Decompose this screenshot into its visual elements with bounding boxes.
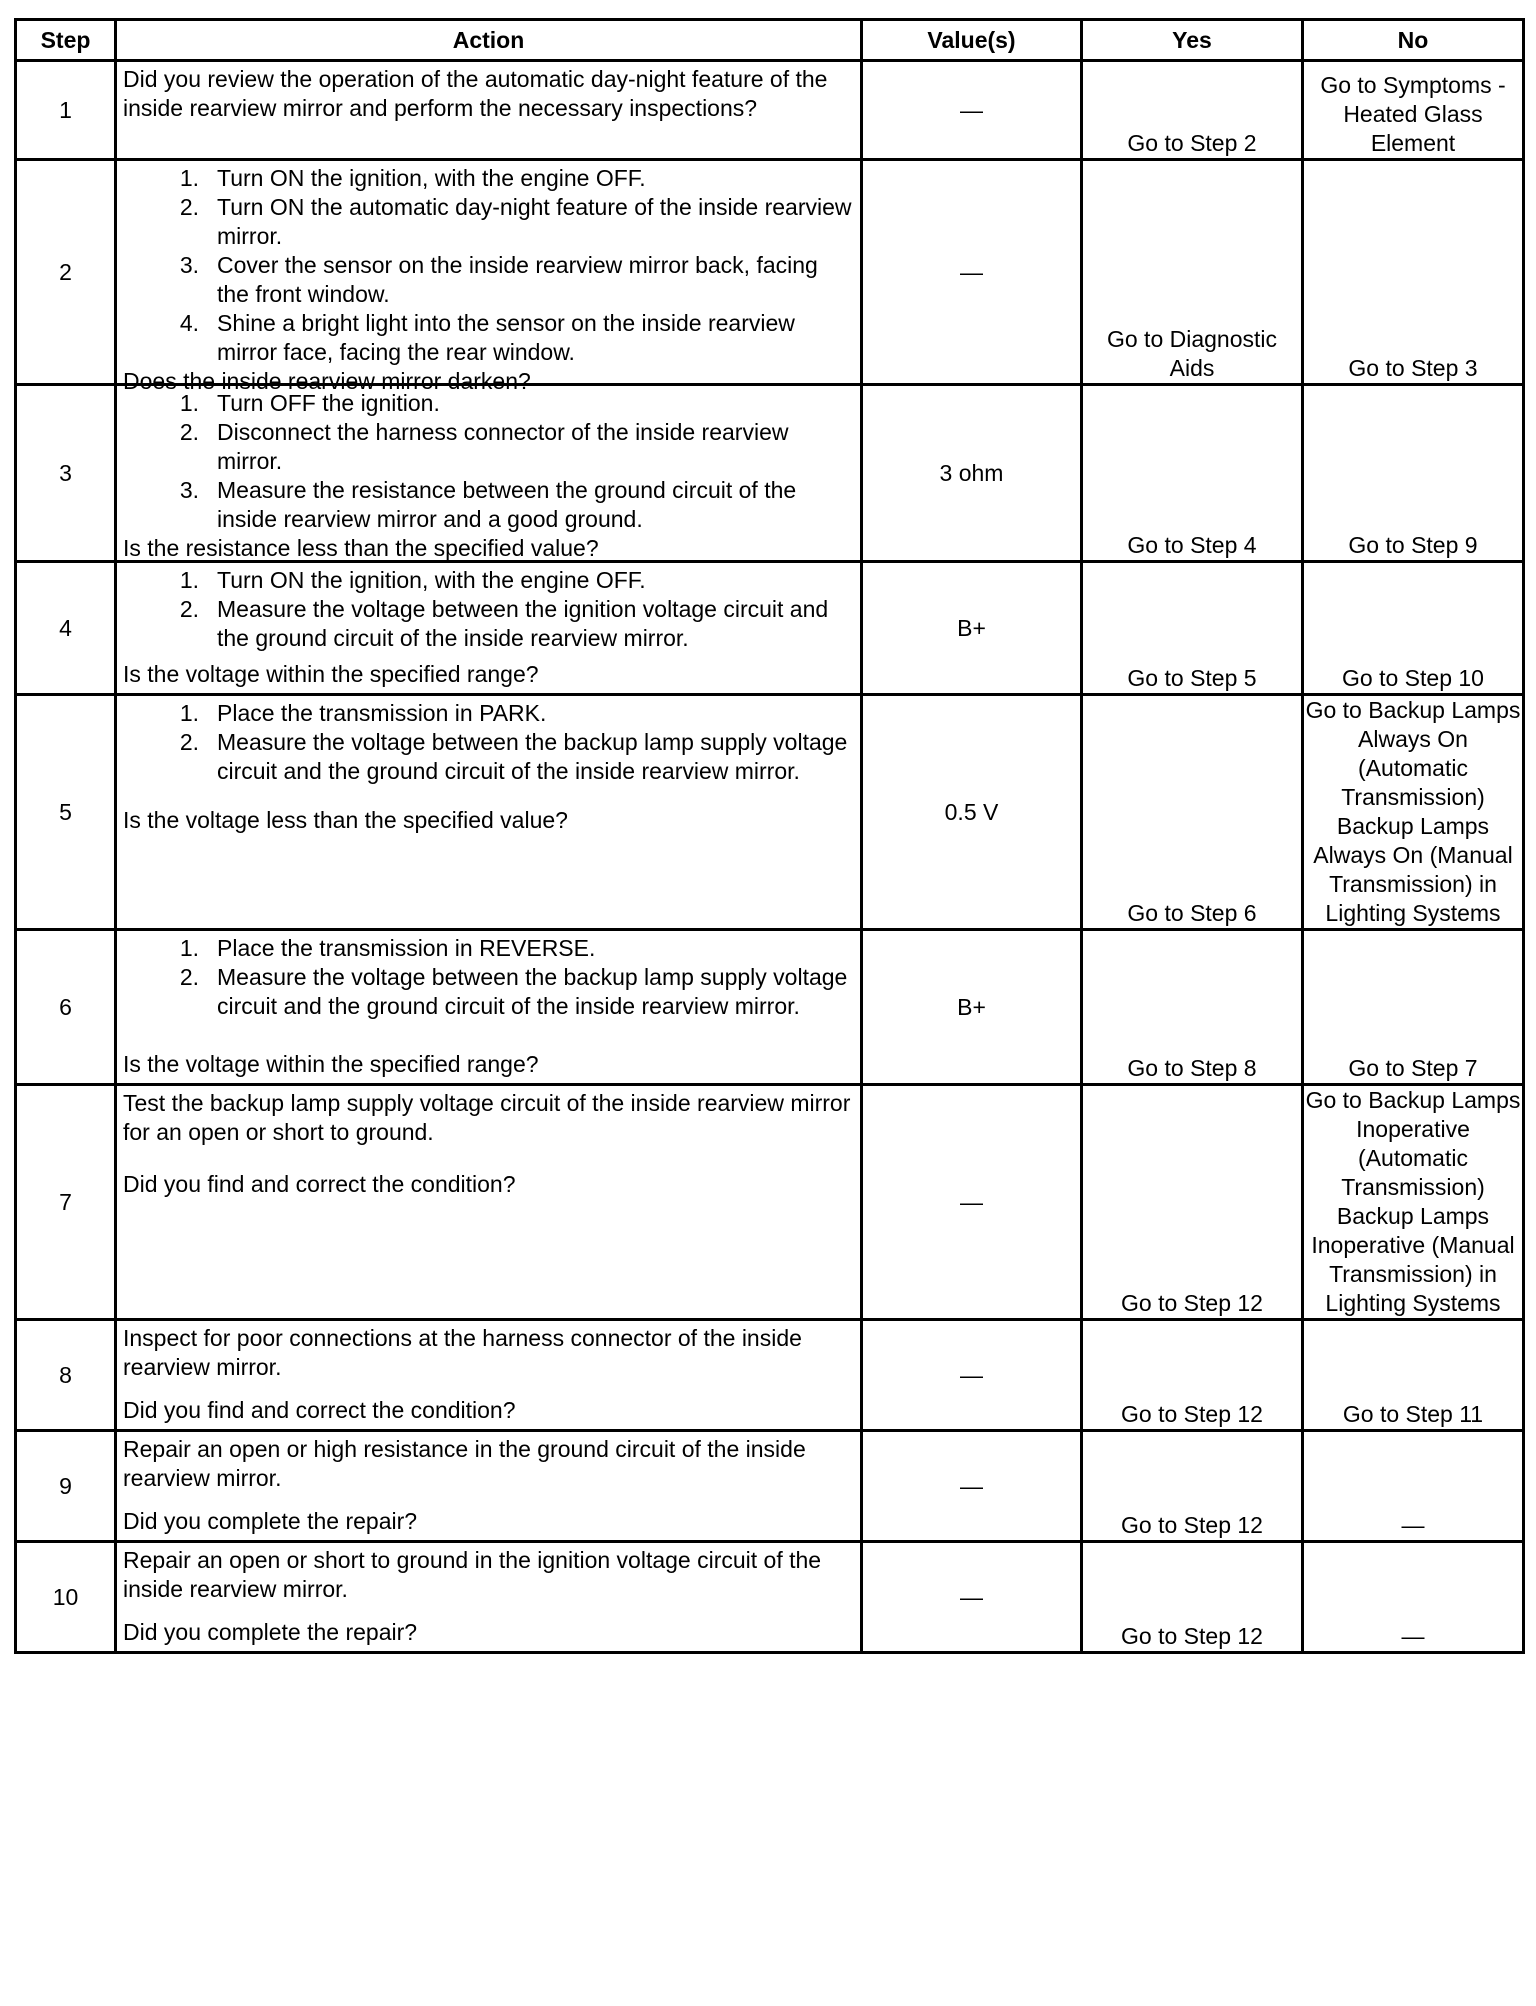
substep-text: Measure the voltage between the backup lamp supply voltage circuit and the ground circuit of the inside rearview mirror.: [217, 964, 848, 1019]
table-row: [16, 1085, 1524, 1320]
action-instruction: Repair an open or short to ground in the ignition voltage circuit of the inside rearview mirror.: [123, 1547, 822, 1602]
value-cell: —: [862, 1085, 1082, 1320]
step-number: 7: [16, 1085, 116, 1320]
action-cell: [116, 930, 862, 1085]
header-yes: Yes: [1082, 20, 1303, 61]
substep-text: Measure the resistance between the ground circuit of the inside rearview mirror and a good ground.: [217, 477, 797, 532]
action-cell: [116, 61, 862, 160]
list-item: [123, 963, 852, 1021]
step-number: 5: [16, 695, 116, 930]
step-number: 2: [16, 160, 116, 385]
action-question: Is the voltage less than the specified value?: [123, 807, 568, 833]
substep-text: Disconnect the harness connector of the inside rearview mirror.: [217, 419, 789, 474]
substep-text: Shine a bright light into the sensor on the inside rearview mirror face, facing the rear window.: [217, 310, 795, 365]
action-substeps: [123, 566, 852, 653]
substep-text: Place the transmission in PARK.: [217, 700, 547, 726]
no-cell: Go to Step 9: [1303, 385, 1524, 562]
list-item: [123, 476, 852, 534]
action-question: Is the voltage within the specified range?: [123, 661, 539, 687]
substep-text: Turn OFF the ignition.: [217, 390, 440, 416]
substep-text: Measure the voltage between the backup lamp supply voltage circuit and the ground circuit of the inside rearview mirror.: [217, 729, 848, 784]
header-action: Action: [116, 20, 862, 61]
action-question: Is the voltage within the specified range?: [123, 1051, 539, 1077]
action-cell: [116, 160, 862, 394]
table-row: [16, 562, 1524, 695]
substep-number: 3.: [179, 477, 199, 503]
substep-number: 3.: [179, 252, 199, 278]
yes-cell: Go to Step 5: [1082, 562, 1303, 695]
step-number: 4: [16, 562, 116, 695]
yes-cell: Go to Step 12: [1082, 1542, 1303, 1653]
action-substeps: [123, 389, 852, 534]
no-cell: Go to Symptoms - Heated Glass Element: [1303, 61, 1524, 160]
substep-text: Place the transmission in REVERSE.: [217, 935, 596, 961]
value-cell: —: [862, 61, 1082, 160]
step-number: 1: [16, 61, 116, 160]
no-cell: Go to Step 10: [1303, 562, 1524, 695]
yes-cell: Go to Step 4: [1082, 385, 1303, 562]
table-row: [16, 385, 1524, 562]
yes-cell: Go to Step 12: [1082, 1320, 1303, 1431]
list-item: [123, 193, 852, 251]
list-item: [123, 418, 852, 476]
action-question: Did you find and correct the condition?: [123, 1397, 516, 1423]
action-substeps: [123, 164, 852, 367]
yes-cell: Go to Step 12: [1082, 1085, 1303, 1320]
substep-text: Measure the voltage between the ignition voltage circuit and the ground circuit of the inside rearview mirror.: [217, 596, 829, 651]
no-cell: Go to Step 3: [1303, 160, 1524, 385]
substep-number: 1.: [179, 567, 199, 593]
action-substeps: [123, 934, 852, 1021]
value-cell: —: [862, 160, 1082, 385]
value-cell: B+: [862, 562, 1082, 695]
no-cell: —: [1303, 1431, 1524, 1542]
substep-number: 1.: [179, 165, 199, 191]
header-step: Step: [16, 20, 116, 61]
no-cell: Go to Backup Lamps Inoperative (Automatic Transmission) Backup Lamps Inoperative (Manual Transmission) in Lighting Systems: [1303, 1085, 1524, 1320]
no-cell: Go to Step 11: [1303, 1320, 1524, 1431]
substep-number: 2.: [179, 194, 199, 220]
value-cell: 3 ohm: [862, 385, 1082, 562]
action-instruction: Repair an open or high resistance in the ground circuit of the inside rearview mirror.: [123, 1436, 806, 1491]
action-question: Did you complete the repair?: [123, 1508, 418, 1534]
list-item: [123, 699, 852, 728]
list-item: [123, 728, 852, 786]
step-number: 9: [16, 1431, 116, 1542]
value-cell: —: [862, 1542, 1082, 1653]
header-no: No: [1303, 20, 1524, 61]
list-item: [123, 389, 852, 418]
action-cell: [116, 695, 862, 930]
table-row: [16, 1542, 1524, 1653]
action-question: Did you find and correct the condition?: [123, 1171, 516, 1197]
substep-number: 2.: [179, 729, 199, 755]
yes-cell: Go to Step 2: [1082, 61, 1303, 160]
substep-number: 2.: [179, 419, 199, 445]
action-instruction: Did you review the operation of the automatic day-night feature of the inside rearview mirror and perform the necessary inspections?: [123, 66, 828, 121]
yes-cell: Go to Step 8: [1082, 930, 1303, 1085]
list-item: [123, 595, 852, 653]
substep-number: 1.: [179, 390, 199, 416]
table-row: [16, 1320, 1524, 1431]
table-row: [16, 160, 1524, 385]
action-cell: [116, 562, 862, 695]
no-cell: Go to Backup Lamps Always On (Automatic Transmission) Backup Lamps Always On (Manual Transmission) in Lighting Systems: [1303, 695, 1524, 930]
value-cell: —: [862, 1320, 1082, 1431]
yes-cell: Go to Step 6: [1082, 695, 1303, 930]
substep-text: Cover the sensor on the inside rearview mirror back, facing the front window.: [217, 252, 818, 307]
yes-cell: Go to Step 12: [1082, 1431, 1303, 1542]
step-number: 3: [16, 385, 116, 562]
substep-number: 4.: [179, 310, 199, 336]
action-question: Does the inside rearview mirror darken?: [123, 368, 531, 394]
table-row: [16, 930, 1524, 1085]
table-row: [16, 1431, 1524, 1542]
list-item: [123, 164, 852, 193]
step-number: 10: [16, 1542, 116, 1653]
diagnostic-table: [14, 18, 1525, 1654]
action-cell: [116, 1320, 862, 1431]
action-instruction: Inspect for poor connections at the harness connector of the inside rearview mirror.: [123, 1325, 802, 1380]
action-substeps: [123, 699, 852, 786]
action-cell: [116, 1085, 862, 1320]
yes-cell: Go to Diagnostic Aids: [1082, 160, 1303, 385]
list-item: [123, 934, 852, 963]
substep-number: 1.: [179, 935, 199, 961]
substep-number: 1.: [179, 700, 199, 726]
action-cell: [116, 1542, 862, 1653]
no-cell: —: [1303, 1542, 1524, 1653]
list-item: [123, 251, 852, 309]
action-instruction: Test the backup lamp supply voltage circuit of the inside rearview mirror for an open or short to ground.: [123, 1090, 851, 1145]
step-number: 6: [16, 930, 116, 1085]
action-cell: [116, 1431, 862, 1542]
value-cell: 0.5 V: [862, 695, 1082, 930]
no-cell: Go to Step 7: [1303, 930, 1524, 1085]
list-item: [123, 566, 852, 595]
substep-number: 2.: [179, 596, 199, 622]
value-cell: —: [862, 1431, 1082, 1542]
table-row: [16, 695, 1524, 930]
action-question: Did you complete the repair?: [123, 1619, 418, 1645]
substep-text: Turn ON the ignition, with the engine OFF.: [217, 567, 646, 593]
substep-text: Turn ON the ignition, with the engine OFF.: [217, 165, 646, 191]
header-row: [16, 20, 1524, 61]
step-number: 8: [16, 1320, 116, 1431]
header-values: Value(s): [862, 20, 1082, 61]
substep-number: 2.: [179, 964, 199, 990]
list-item: [123, 309, 852, 367]
value-cell: B+: [862, 930, 1082, 1085]
action-cell: [116, 385, 862, 562]
action-question: Is the resistance less than the specified value?: [123, 535, 599, 561]
table-row: [16, 61, 1524, 160]
substep-text: Turn ON the automatic day-night feature of the inside rearview mirror.: [217, 194, 852, 249]
